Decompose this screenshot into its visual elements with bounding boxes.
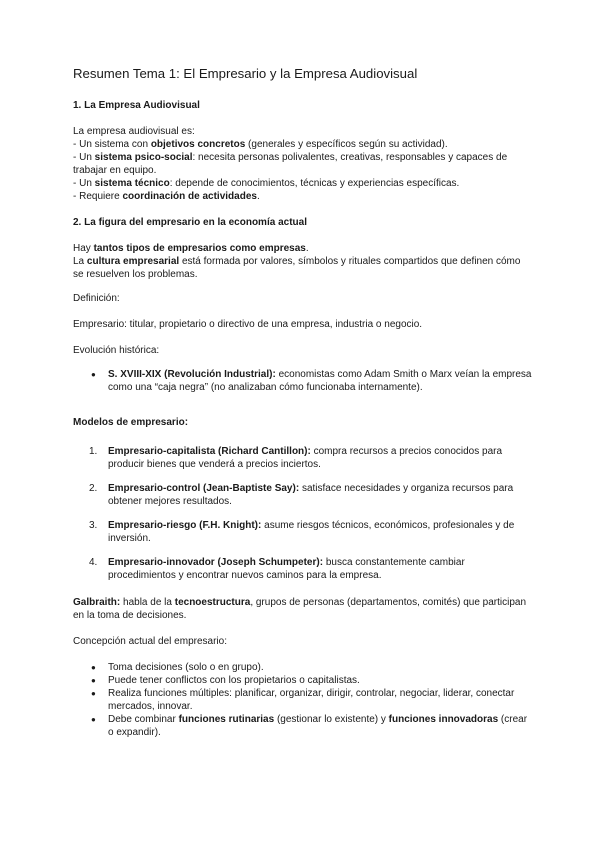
section-1-heading: 1. La Empresa Audiovisual [73, 100, 200, 111]
evolution-label: Evolución histórica: [73, 345, 160, 356]
document-page [73, 66, 533, 739]
concepcion-label: Concepción actual del empresario: [73, 636, 227, 647]
list-item: 4. Empresario-innovador (Joseph Schumpeter): busca constantemente cambiar procedimientos y encontrar nuevos caminos para la empresa. [89, 557, 465, 581]
evolution-list [73, 368, 533, 394]
definition-label: Definición: [73, 293, 120, 304]
section-1-line-2: - Un sistema psico-social: necesita personas polivalentes, creativas, responsables y capaces de trabajar en equipo. [73, 152, 508, 176]
list-item: 2. Empresario-control (Jean-Baptiste Say): satisface necesidades y organiza recursos para obtener mejores resultados. [89, 483, 514, 507]
section-1-line-4: - Requiere coordinación de actividades. [73, 191, 260, 202]
document-title: Resumen Tema 1: El Empresario y la Empresa Audiovisual [73, 66, 418, 81]
section-2-intro [73, 242, 533, 281]
models-list [73, 445, 533, 582]
list-item: ● S. XVIII-XIX (Revolución Industrial): economistas como Adam Smith o Marx veían la empresa como una “caja negra” (no analizaban cómo funcionaba internamente). [108, 368, 533, 394]
list-item: ● Debe combinar funciones rutinarias (gestionar lo existente) y funciones innovadoras (crear o expandir). [108, 713, 533, 739]
list-item: ● Realiza funciones múltiples: planificar, organizar, dirigir, controlar, negociar, liderar, conectar mercados, innovar. [108, 687, 533, 713]
concepcion-list [73, 661, 533, 739]
section-2-para-1: Hay tantos tipos de empresarios como empresas. [73, 243, 309, 254]
galbraith-paragraph: Galbraith: habla de la tecnoestructura, grupos de personas (departamentos, comités) que participan en la toma de decisiones. [73, 597, 527, 621]
definition-text: Empresario: titular, propietario o directivo de una empresa, industria o negocio. [73, 319, 423, 330]
list-item: ● Puede tener conflictos con los propietarios o capitalistas. [108, 674, 533, 687]
section-1-body [73, 125, 533, 203]
list-item: 1. Empresario-capitalista (Richard Cantillon): compra recursos a precios conocidos para producir bienes que venderá a precios inciertos. [89, 446, 503, 470]
section-1-line-3: - Un sistema técnico: depende de conocimientos, técnicas y experiencias específicas. [73, 178, 460, 189]
section-2-para-2: La cultura empresarial está formada por valores, símbolos y rituales compartidos que definen cómo se resuelven los problemas. [73, 256, 521, 280]
section-1-intro: La empresa audiovisual es: [73, 126, 195, 137]
section-2-heading: 2. La figura del empresario en la economía actual [73, 217, 307, 228]
section-1-line-1: - Un sistema con objetivos concretos (generales y específicos según su actividad). [73, 139, 448, 150]
models-heading: Modelos de empresario: [73, 417, 189, 428]
list-item: 3. Empresario-riesgo (F.H. Knight): asume riesgos técnicos, económicos, profesionales y de inversión. [89, 520, 515, 544]
list-item: ● Toma decisiones (solo o en grupo). [108, 661, 533, 674]
